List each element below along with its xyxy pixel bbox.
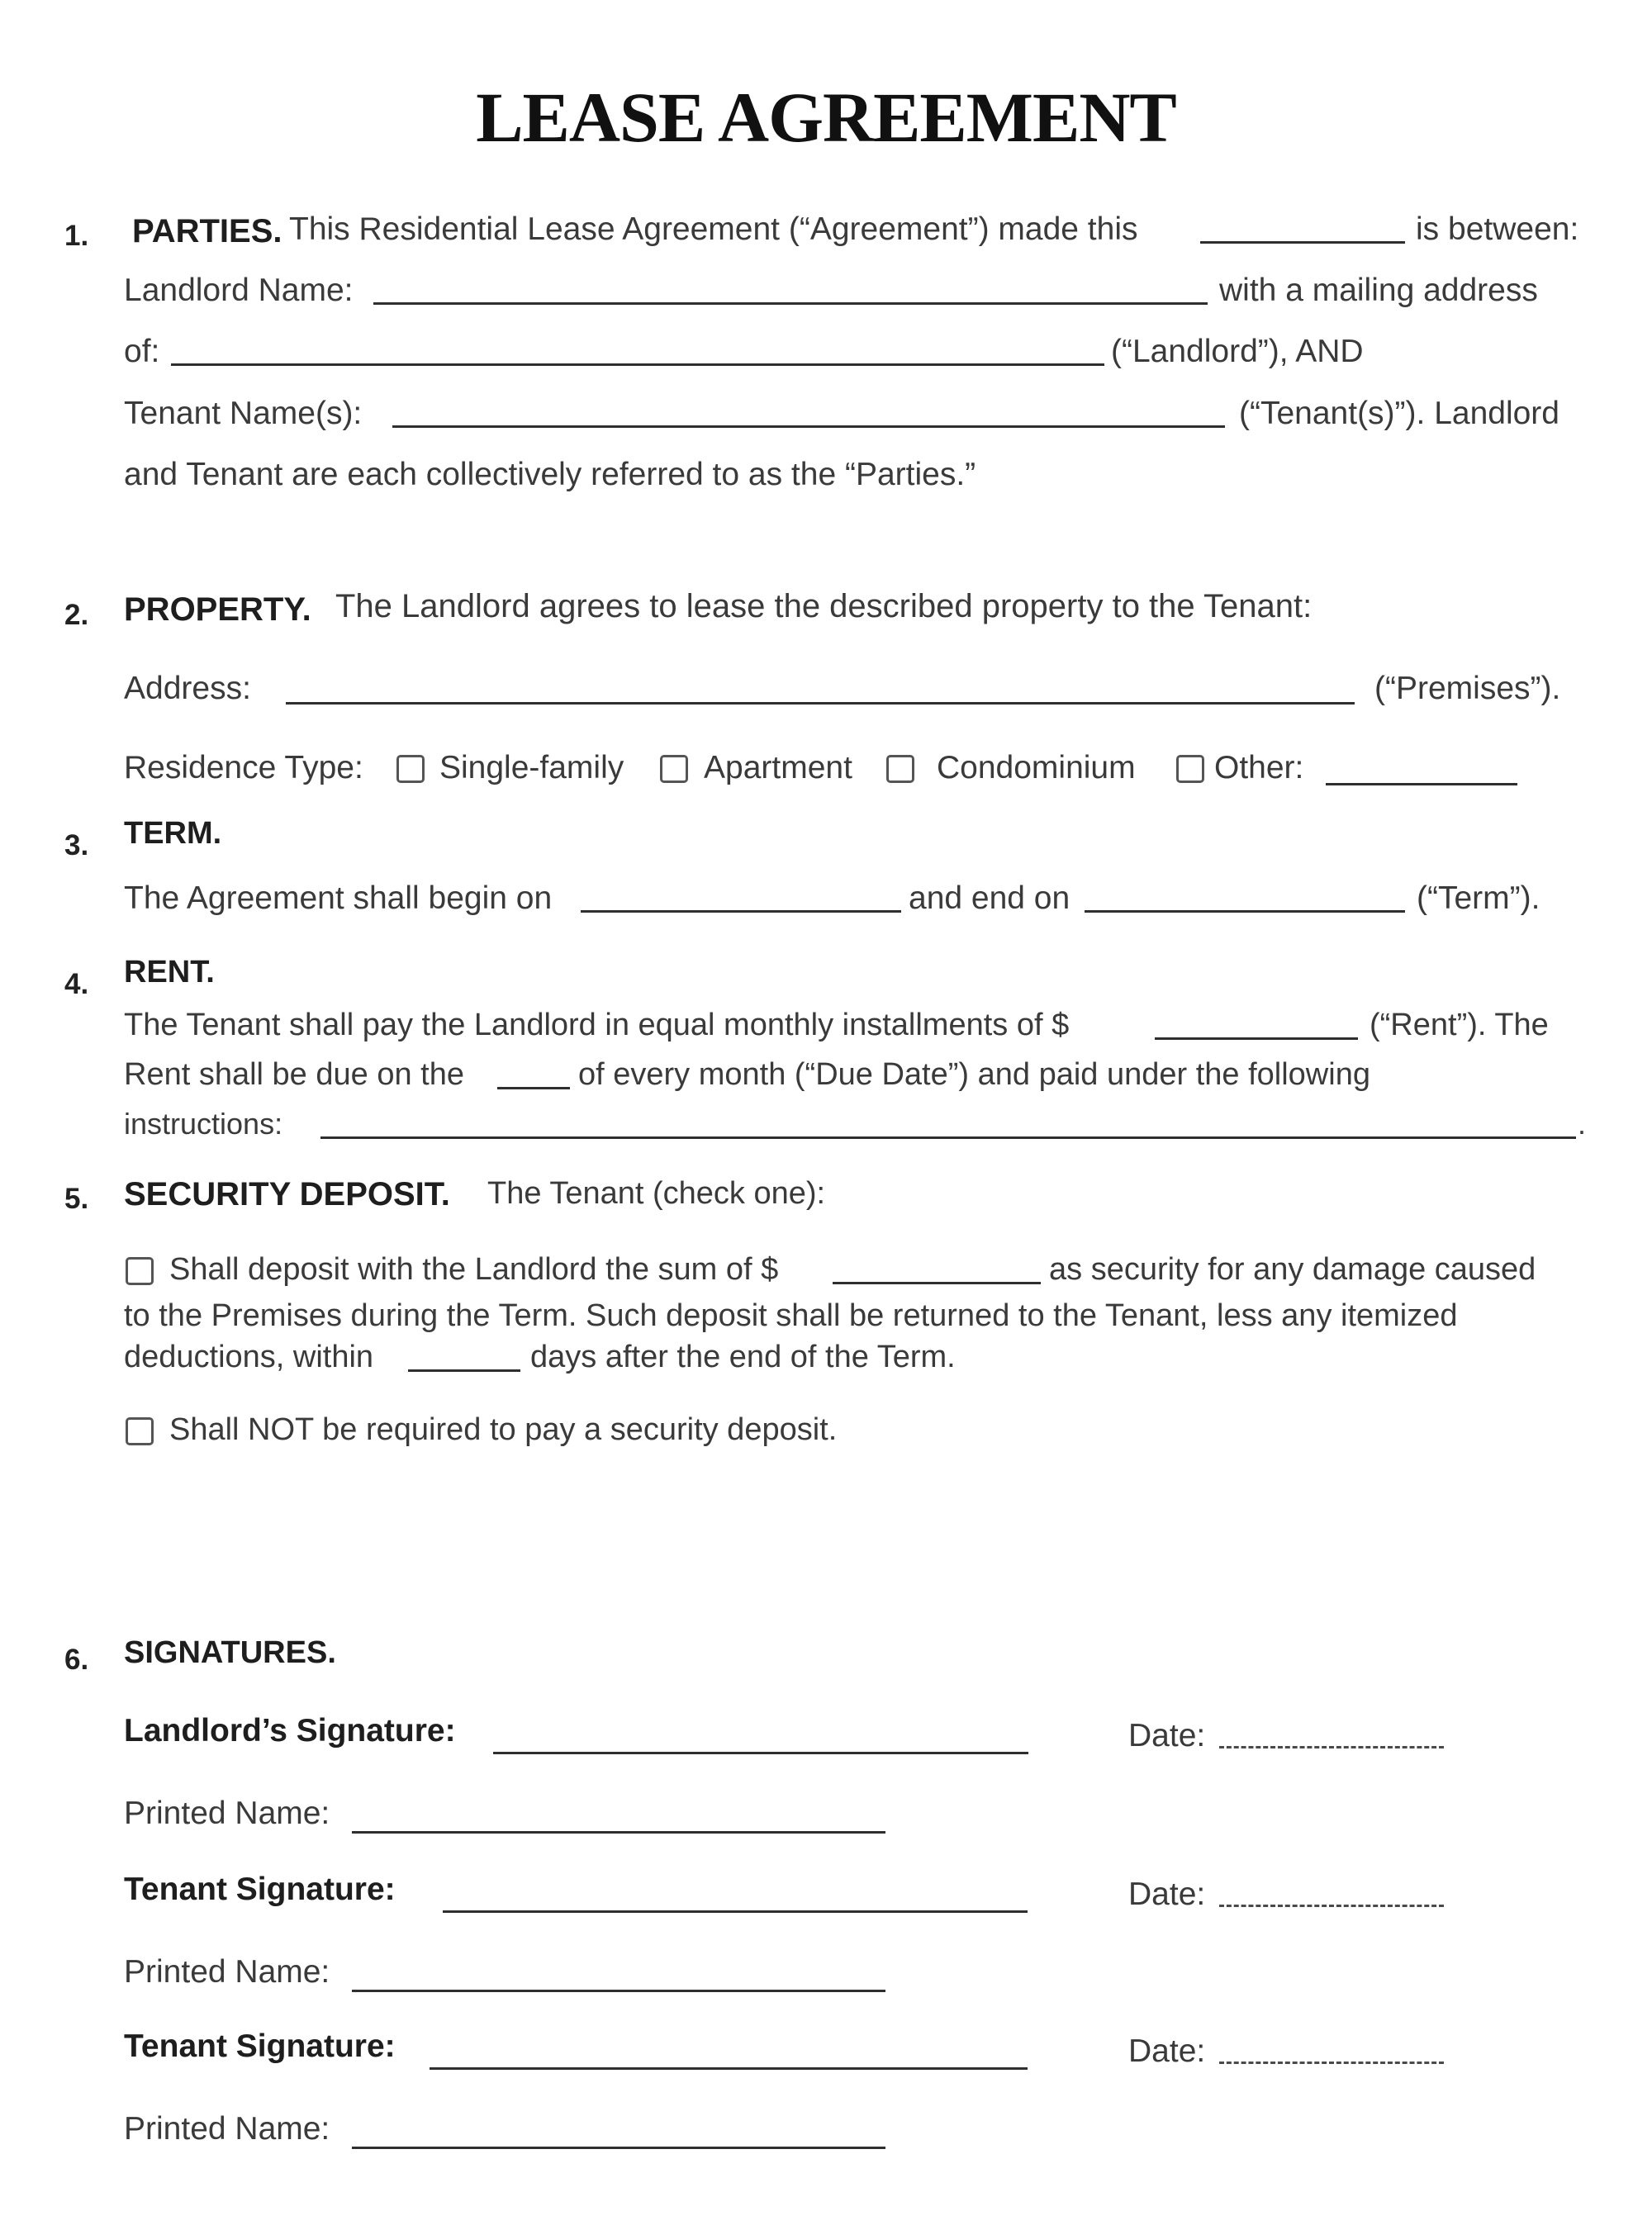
tenant-1-printed-name-field[interactable]: [352, 1990, 885, 1992]
term-start-date-field[interactable]: [581, 910, 901, 913]
deposit-intro-text: The Tenant (check one):: [487, 1176, 826, 1211]
section-3-heading: TERM.: [124, 816, 222, 851]
no-deposit-text: Shall NOT be required to pay a security deposit.: [169, 1412, 838, 1447]
is-between-text: is between:: [1416, 211, 1579, 247]
deposit-security-text: as security for any damage caused: [1049, 1252, 1536, 1287]
landlord-signature-field[interactable]: [493, 1752, 1028, 1754]
landlord-printed-name-field[interactable]: [352, 1831, 885, 1834]
section-5-number: 5.: [64, 1183, 89, 1215]
tenant-1-date-label: Date:: [1128, 1877, 1206, 1912]
landlord-date-field[interactable]: [1219, 1746, 1444, 1748]
tenant-name-label: Tenant Name(s):: [124, 396, 363, 431]
address-label: Address:: [124, 671, 251, 706]
premises-address-field[interactable]: [286, 702, 1355, 705]
landlord-signature-label: Landlord’s Signature:: [124, 1713, 456, 1748]
term-designation-text: (“Term”).: [1417, 880, 1540, 916]
term-end-label: and end on: [909, 880, 1070, 916]
no-deposit-checkbox[interactable]: [126, 1417, 154, 1445]
tenant-1-signature-label: Tenant Signature:: [124, 1872, 396, 1907]
tenant-1-printed-name-label: Printed Name:: [124, 1954, 330, 1990]
other-label: Other:: [1214, 750, 1304, 785]
section-5-heading: SECURITY DEPOSIT.: [124, 1176, 450, 1212]
tenant-2-signature-field[interactable]: [430, 2067, 1028, 2070]
payment-instructions-label: instructions:: [124, 1107, 283, 1141]
section-1-number: 1.: [64, 220, 89, 252]
payment-instructions-field[interactable]: [320, 1136, 1576, 1139]
section-1-heading: PARTIES.: [132, 213, 282, 249]
landlord-printed-name-label: Printed Name:: [124, 1796, 330, 1831]
landlord-address-field[interactable]: [171, 363, 1104, 366]
deposit-return-text: to the Premises during the Term. Such deposit shall be returned to the Tenant, less any itemized: [124, 1298, 1458, 1333]
single-family-label: Single-family: [439, 750, 624, 785]
other-residence-field[interactable]: [1326, 783, 1517, 785]
term-end-date-field[interactable]: [1085, 910, 1405, 913]
single-family-checkbox[interactable]: [396, 755, 425, 783]
address-of-label: of:: [124, 334, 160, 369]
section-2-heading: PROPERTY.: [124, 591, 311, 628]
premises-designation-text: (“Premises”).: [1374, 671, 1561, 706]
apartment-label: Apartment: [704, 750, 852, 785]
deposit-required-checkbox[interactable]: [126, 1257, 154, 1285]
rent-due-day-field[interactable]: [497, 1087, 570, 1089]
term-begin-label: The Agreement shall begin on: [124, 880, 553, 916]
tenant-2-signature-label: Tenant Signature:: [124, 2028, 396, 2064]
instructions-period: .: [1578, 1107, 1587, 1141]
tenant-1-date-field[interactable]: [1219, 1905, 1444, 1907]
deposit-deductions-label: deductions, within: [124, 1340, 374, 1374]
tenant-1-signature-field[interactable]: [443, 1910, 1028, 1913]
tenant-name-field[interactable]: [392, 425, 1225, 428]
condominium-checkbox[interactable]: [886, 755, 914, 783]
section-6-heading: SIGNATURES.: [124, 1635, 336, 1670]
agreement-date-field[interactable]: [1200, 241, 1405, 244]
rent-amount-field[interactable]: [1155, 1037, 1358, 1040]
tenant-2-date-label: Date:: [1128, 2033, 1206, 2069]
section-2-number: 2.: [64, 599, 89, 631]
property-intro-text: The Landlord agrees to lease the described property to the Tenant:: [335, 588, 1313, 624]
rent-designation-text: (“Rent”). The: [1370, 1008, 1549, 1042]
section-4-heading: RENT.: [124, 955, 215, 989]
landlord-designation-text: (“Landlord”), AND: [1111, 334, 1364, 369]
mailing-address-text: with a mailing address: [1219, 273, 1538, 308]
deposit-days-text: days after the end of the Term.: [530, 1340, 956, 1374]
parties-definition-text: and Tenant are each collectively referred to as the “Parties.”: [124, 457, 976, 492]
rent-due-label: Rent shall be due on the: [124, 1057, 464, 1092]
document-title: LEASE AGREEMENT: [476, 78, 1176, 157]
rent-installments-text: The Tenant shall pay the Landlord in equal monthly installments of $: [124, 1008, 1070, 1042]
residence-type-label: Residence Type:: [124, 750, 363, 785]
other-checkbox[interactable]: [1176, 755, 1204, 783]
section-6-number: 6.: [64, 1644, 89, 1676]
landlord-date-label: Date:: [1128, 1718, 1206, 1753]
landlord-name-field[interactable]: [373, 302, 1208, 305]
section-3-number: 3.: [64, 829, 89, 861]
condominium-label: Condominium: [937, 750, 1136, 785]
tenant-2-date-field[interactable]: [1219, 2062, 1444, 2064]
tenant-2-printed-name-field[interactable]: [352, 2147, 885, 2149]
parties-intro-text: This Residential Lease Agreement (“Agreement”) made this: [289, 211, 1138, 247]
deposit-sum-text: Shall deposit with the Landlord the sum of $: [169, 1252, 779, 1287]
tenant-2-printed-name-label: Printed Name:: [124, 2111, 330, 2147]
apartment-checkbox[interactable]: [660, 755, 688, 783]
section-4-number: 4.: [64, 968, 89, 1000]
deposit-amount-field[interactable]: [833, 1282, 1041, 1284]
deposit-return-days-field[interactable]: [408, 1369, 520, 1372]
rent-due-text: of every month (“Due Date”) and paid under the following: [578, 1057, 1370, 1092]
tenant-designation-text: (“Tenant(s)”). Landlord: [1239, 396, 1559, 431]
landlord-name-label: Landlord Name:: [124, 273, 354, 308]
